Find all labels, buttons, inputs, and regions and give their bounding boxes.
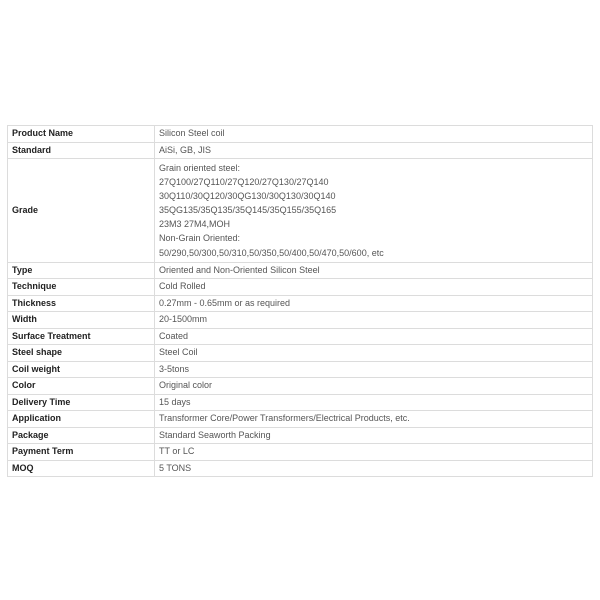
row-key: Delivery Time — [8, 394, 155, 411]
row-value: AiSi, GB, JIS — [155, 142, 593, 159]
row-value: Oriented and Non-Oriented Silicon Steel — [155, 262, 593, 279]
table-row — [8, 427, 593, 444]
row-key: Steel shape — [8, 345, 155, 362]
table-row — [8, 411, 593, 428]
row-key: Application — [8, 411, 155, 428]
table-row — [8, 328, 593, 345]
row-key: MOQ — [8, 460, 155, 477]
row-key: Grade — [8, 159, 155, 263]
grade-line: Grain oriented steel: — [159, 163, 241, 173]
table-row — [8, 444, 593, 461]
row-value: 3-5tons — [155, 361, 593, 378]
table-row — [8, 142, 593, 159]
table-row — [8, 295, 593, 312]
table-row — [8, 159, 593, 263]
row-value: 15 days — [155, 394, 593, 411]
row-value-multiline — [155, 159, 593, 263]
row-value: 0.27mm - 0.65mm or as required — [155, 295, 593, 312]
table-row — [8, 345, 593, 362]
spec-table — [7, 125, 593, 477]
table-row — [8, 394, 593, 411]
grade-line: 27Q100/27Q110/27Q120/27Q130/27Q140 — [159, 177, 329, 188]
row-value: TT or LC — [155, 444, 593, 461]
row-value: Standard Seaworth Packing — [155, 427, 593, 444]
row-key: Surface Treatment — [8, 328, 155, 345]
row-key: Technique — [8, 279, 155, 296]
table-row — [8, 279, 593, 296]
row-value: Silicon Steel coil — [155, 126, 593, 143]
table-row — [8, 460, 593, 477]
row-value: Cold Rolled — [155, 279, 593, 296]
row-key: Payment Term — [8, 444, 155, 461]
grade-line: 23M3 27M4,MOH — [159, 219, 231, 230]
table-row — [8, 262, 593, 279]
table-row — [8, 378, 593, 395]
row-value: 5 TONS — [155, 460, 593, 477]
row-key: Width — [8, 312, 155, 329]
table-row — [8, 126, 593, 143]
row-value: Coated — [155, 328, 593, 345]
row-value: Steel Coil — [155, 345, 593, 362]
table-row — [8, 361, 593, 378]
row-key: Package — [8, 427, 155, 444]
row-value: Transformer Core/Power Transformers/Electrical Products, etc. — [155, 411, 593, 428]
row-key: Color — [8, 378, 155, 395]
row-key: Thickness — [8, 295, 155, 312]
row-key: Product Name — [8, 126, 155, 143]
grade-line: 35QG135/35Q135/35Q145/35Q155/35Q165 — [159, 205, 337, 216]
row-key: Coil weight — [8, 361, 155, 378]
row-key: Type — [8, 262, 155, 279]
row-value: 20-1500mm — [155, 312, 593, 329]
grade-line: Non-Grain Oriented: — [159, 233, 241, 244]
table-row — [8, 312, 593, 329]
grade-line: 50/290,50/300,50/310,50/350,50/400,50/470,50/600, etc — [159, 247, 384, 258]
row-value: Original color — [155, 378, 593, 395]
row-key: Standard — [8, 142, 155, 159]
grade-line: 30Q110/30Q120/30QG130/30Q130/30Q140 — [159, 191, 336, 202]
